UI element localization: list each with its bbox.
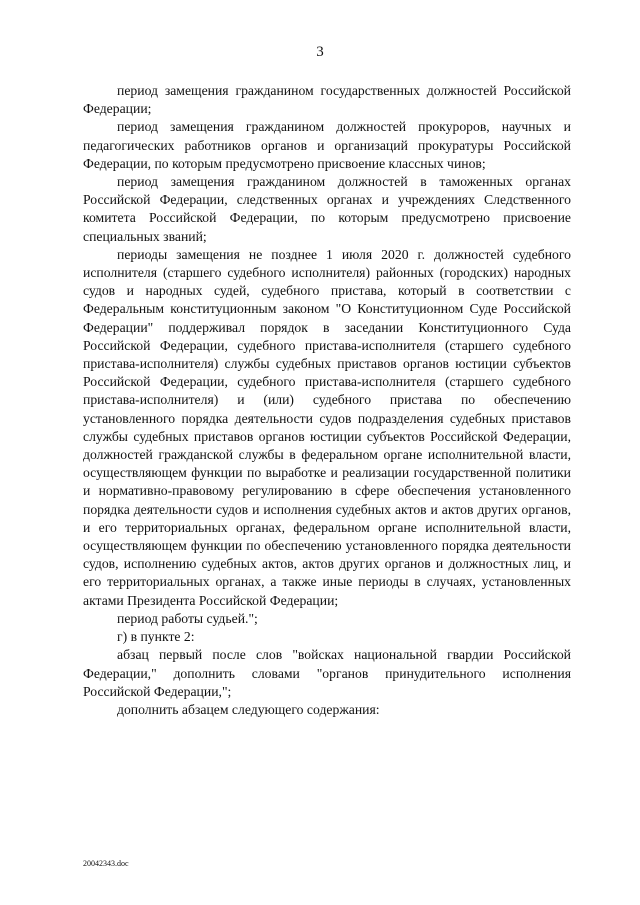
document-body: [83, 82, 571, 719]
paragraph-supplement: дополнить абзацем следующего содержания:: [117, 701, 380, 717]
footer-file-name: 20042343.doc: [83, 859, 129, 868]
page-number: 3: [316, 44, 324, 60]
paragraph-judge-work: период работы судьей.";: [117, 610, 258, 626]
paragraph-customs-investigative: период замещения гражданином должностей в таможенных органах Российской Федерации, следственных органах и учреждениях Следственного комитета Российской Федерации, по которым предусмотрено присвоение специальных званий;: [83, 174, 571, 244]
paragraph-item-g: г) в пункте 2:: [117, 629, 195, 645]
paragraph-prosecutors: период замещения гражданином должностей прокуроров, научных и педагогических работников органов и организаций прокуратуры Российской Федерации, по которым предусмотрено присвоение классных чинов;: [83, 119, 571, 171]
paragraph-bailiffs: периоды замещения не позднее 1 июля 2020 г. должностей судебного исполнителя (старшего судебного исполнителя) районных (городских) народных судов и народных судей, судебного пристава, который в соответствии с Федеральным конституционным законом "О Конституционном Суде Российской Федерации" поддерживал порядок в заседании Конституционного Суда Российской Федерации, судебного пристава-исполнителя (старшего судебного пристава-исполнителя) службы судебных приставов органов юстиции субъектов Российской Федерации, судебного пристава-исполнителя (старшего судебного пристава-исполнителя) и (или) судебного пристава по обеспечению установленного порядка деятельности судов подразделения судебных приставов службы судебных приставов органов юстиции субъектов Российской Федерации, должностей гражданской службы в федеральном органе исполнительной власти, осуществляющем функции по выработке и реализации государственной политики и нормативно-правовому регулированию в сфере обеспечения установленного порядка деятельности судов и исполнения судебных актов и актов других органов, и его территориальных органах, федеральном органе исполнительной власти, осуществляющем функции по обеспечению установленного порядка деятельности судов, исполнению судебных актов, актов других органов и должностных лиц, и его территориальных органах, а также иные периоды в случаях, установленных актами Президента Российской Федерации;: [83, 246, 571, 608]
paragraph-state-positions: период замещения гражданином государственных должностей Российской Федерации;: [83, 83, 571, 117]
paragraph-first-abzac: абзац первый после слов "войсках национальной гвардии Российской Федерации," дополнить словами "органов принудительного исполнения Российской Федерации,";: [83, 647, 571, 699]
